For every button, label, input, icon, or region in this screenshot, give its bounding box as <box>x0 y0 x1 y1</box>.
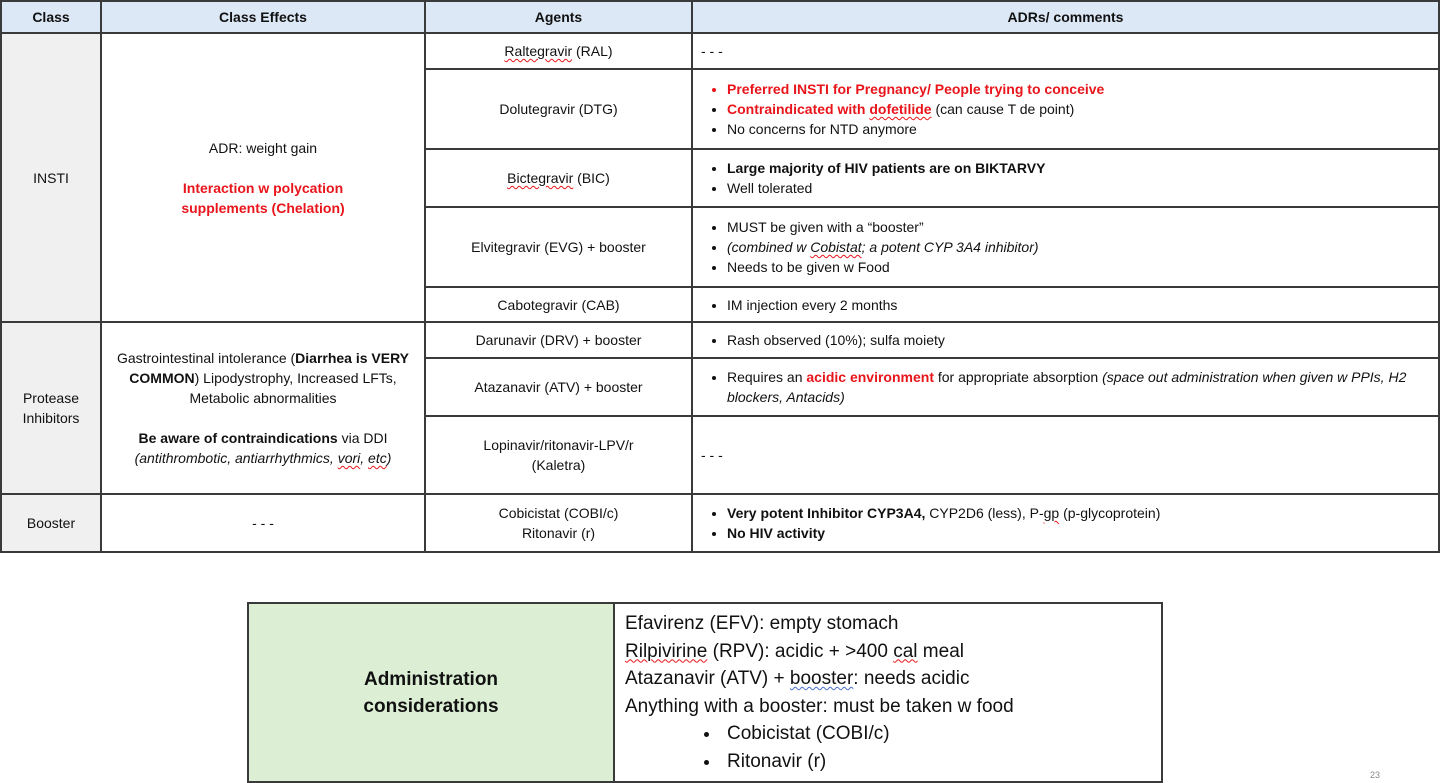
agent-darunavir: Darunavir (DRV) + booster <box>425 322 692 358</box>
comment-boosters <box>692 494 1439 552</box>
table-row <box>1 33 1439 69</box>
admin-line-rilpivirine: Rilpivirine (RPV): acidic + >400 cal meal <box>625 640 964 662</box>
admin-line-efavirenz: Efavirenz (EFV): empty stomach <box>625 613 899 634</box>
list-item: • Ritonavir (r) <box>721 748 1151 776</box>
comment-atazanavir <box>692 358 1439 416</box>
pi-effect-gi: Gastrointestinal intolerance (Diarrhea is VERY COMMON) Lipodystrophy, Increased LFTs, Metabolic abnormalities <box>116 350 410 406</box>
administration-label: Administration considerations <box>248 603 614 782</box>
class-effects-protease-inhibitors <box>101 322 425 494</box>
administration-considerations-box <box>247 602 1163 783</box>
header-adrs-comments: ADRs/ comments <box>692 1 1439 33</box>
list-item: • Contraindicated with dofetilide (can cause T de point) <box>727 99 1430 119</box>
agent-atazanavir: Atazanavir (ATV) + booster <box>425 358 692 416</box>
page-number: 23 <box>1370 770 1381 780</box>
insti-adr-text: ADR: weight gain <box>208 139 318 156</box>
class-effects-insti <box>101 33 425 322</box>
comment-dolutegravir <box>692 69 1439 149</box>
table-row <box>1 494 1439 552</box>
list-item: • Requires an acidic environment for appropriate absorption (space out administration when given w PPIs, H2 blockers, Antacids) <box>727 367 1430 407</box>
list-item: • Large majority of HIV patients are on BIKTARVY <box>727 158 1430 178</box>
agent-raltegravir: Raltegravir (RAL) <box>425 33 692 69</box>
comment-darunavir <box>692 322 1439 358</box>
administration-list <box>614 603 1162 782</box>
agent-lopinavir: Lopinavir/ritonavir-LPV/r (Kaletra) <box>425 416 692 494</box>
list-item: • Preferred INSTI for Pregnancy/ People trying to conceive <box>727 79 1430 99</box>
class-cell-protease-inhibitors: Protease Inhibitors <box>1 322 101 494</box>
comment-elvitegravir <box>692 207 1439 287</box>
table-header-row <box>1 1 1439 33</box>
agent-cabotegravir: Cabotegravir (CAB) <box>425 287 692 322</box>
agent-boosters: Cobicistat (COBI/c) Ritonavir (r) <box>425 494 692 552</box>
class-cell-insti: INSTI <box>1 33 101 322</box>
class-effects-booster: - - - <box>101 494 425 552</box>
comment-cabotegravir <box>692 287 1439 322</box>
list-item: • (combined w Cobistat; a potent CYP 3A4 inhibitor) <box>727 237 1430 257</box>
list-item: • Well tolerated <box>727 178 1430 198</box>
list-item: • IM injection every 2 months <box>727 295 1430 315</box>
class-cell-booster: Booster <box>1 494 101 552</box>
admin-line-atazanavir: Atazanavir (ATV) + booster: needs acidic <box>625 668 970 689</box>
agent-elvitegravir: Elvitegravir (EVG) + booster <box>425 207 692 287</box>
pi-effect-ddi: Be aware of contraindications via DDI (antithrombotic, antiarrhythmics, vori, etc) <box>134 430 392 466</box>
header-agents: Agents <box>425 1 692 33</box>
comment-bictegravir <box>692 149 1439 207</box>
header-class: Class <box>1 1 101 33</box>
comment-lopinavir: - - - <box>692 416 1439 494</box>
list-item: • MUST be given with a “booster” <box>727 217 1430 237</box>
list-item: • No HIV activity <box>727 523 1430 543</box>
list-item: • Rash observed (10%); sulfa moiety <box>727 330 1430 350</box>
header-class-effects: Class Effects <box>101 1 425 33</box>
list-item: • Very potent Inhibitor CYP3A4, CYP2D6 (less), P-gp (p-glycoprotein) <box>727 503 1430 523</box>
comment-raltegravir: - - - <box>692 33 1439 69</box>
list-item: • No concerns for NTD anymore <box>727 119 1430 139</box>
admin-line-booster-food: Anything with a booster: must be taken w food <box>625 695 1014 717</box>
list-item: • Cobicistat (COBI/c) <box>721 720 1151 748</box>
list-item: • Needs to be given w Food <box>727 257 1430 277</box>
table-row <box>1 322 1439 358</box>
insti-interaction-text: Interaction w polycation supplements (Chelation) <box>181 179 345 216</box>
agent-dolutegravir: Dolutegravir (DTG) <box>425 69 692 149</box>
agent-bictegravir: Bictegravir (BIC) <box>425 149 692 207</box>
